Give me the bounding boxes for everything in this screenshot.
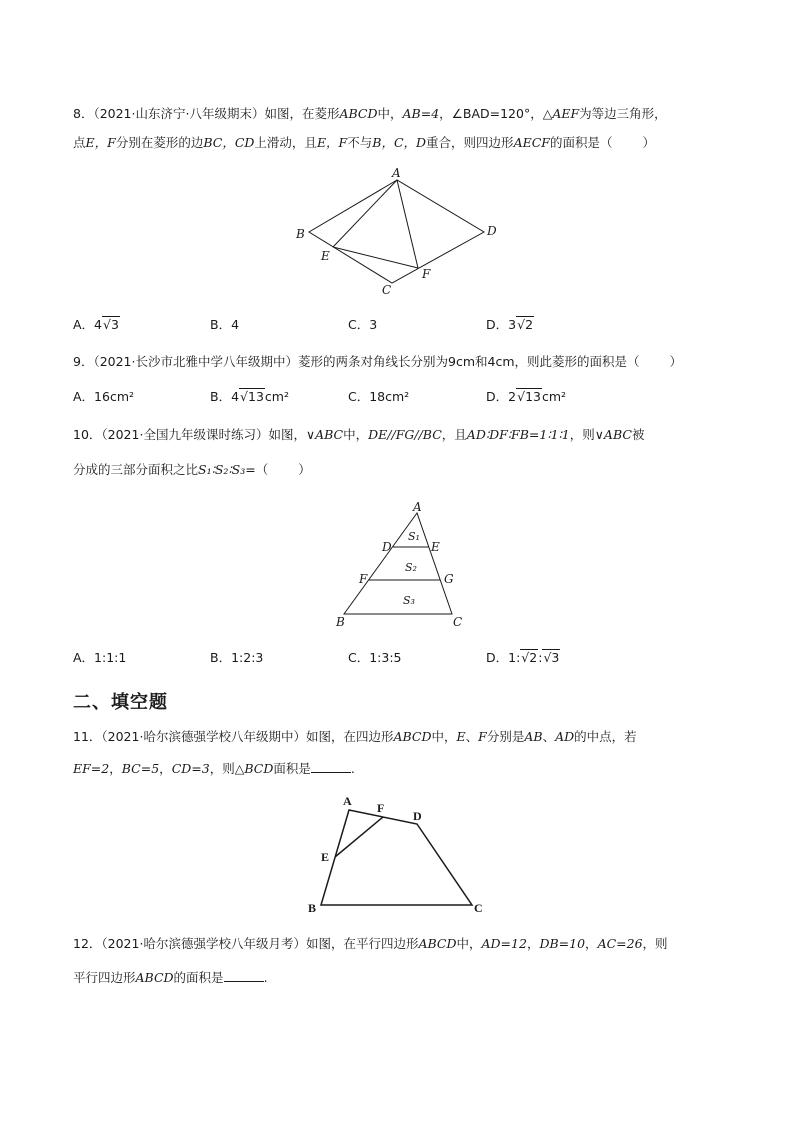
answer-blank[interactable] bbox=[224, 969, 264, 982]
q10-label-c: C bbox=[453, 615, 463, 629]
q8-label-f: F bbox=[422, 267, 431, 281]
q8-option-b[interactable]: B．4 bbox=[210, 317, 240, 332]
q10-label-s3: S₃ bbox=[403, 594, 415, 607]
q11-label-b: B bbox=[308, 901, 317, 915]
q10-label-d: D bbox=[382, 540, 392, 554]
q8-label-c: C bbox=[382, 283, 392, 297]
q12-line2: 平行四边形ABCD的面积是 . bbox=[73, 970, 268, 985]
q11-label-d: D bbox=[413, 809, 422, 823]
q10-label-a: A bbox=[413, 500, 422, 514]
q11-label-e: E bbox=[321, 850, 330, 864]
q11-label-c: C bbox=[474, 901, 483, 915]
q9-option-b[interactable]: B．4√13cm² bbox=[210, 389, 289, 404]
q8-label-a: A bbox=[392, 166, 401, 180]
q10-label-b: B bbox=[336, 615, 345, 629]
q11-label-f: F bbox=[377, 801, 385, 815]
q10-option-a[interactable]: A．1:1:1 bbox=[73, 650, 127, 665]
sqrt-symbol: √2 bbox=[517, 317, 534, 332]
q10-label-f: F bbox=[359, 572, 368, 586]
q10-label-g: G bbox=[444, 572, 454, 586]
q10-line2: 分成的三部分面积之比S₁∶S₂∶S₃=（ ） bbox=[73, 462, 311, 477]
sqrt-symbol: √2 bbox=[521, 650, 538, 665]
q8-label-e: E bbox=[321, 249, 330, 263]
sqrt-symbol: √3 bbox=[543, 650, 560, 665]
q12-line1: 12．（2021·哈尔滨德强学校八年级月考）如图，在平行四边形ABCD中，AD=12，DB=10，AC=26，则 bbox=[73, 936, 668, 951]
q9-option-c[interactable]: C．18cm² bbox=[348, 389, 410, 404]
q10-option-d[interactable]: D．1:√2:√3 bbox=[486, 650, 560, 665]
section-heading: 二、填空题 bbox=[73, 692, 168, 713]
sqrt-symbol: √13 bbox=[240, 389, 264, 404]
q10-label-s2: S₂ bbox=[405, 561, 417, 574]
q8-option-c[interactable]: C．3 bbox=[348, 317, 378, 332]
q8-line2: 点E，F分别在菱形的边BC，CD上滑动，且E，F不与B，C，D重合，则四边形AECF的面积是（ ） bbox=[73, 135, 655, 150]
q8-label-b: B bbox=[296, 227, 305, 241]
q8-line1: 8．（2021·山东济宁·八年级期末）如图，在菱形ABCD中，AB=4，∠BAD=120°，△AEF为等边三角形， bbox=[73, 106, 667, 121]
q10-option-b[interactable]: B．1:2:3 bbox=[210, 650, 264, 665]
q8-label-d: D bbox=[487, 224, 497, 238]
q10-label-s1: S₁ bbox=[408, 530, 420, 543]
sqrt-symbol: √13 bbox=[517, 389, 541, 404]
q9-option-d[interactable]: D．2√13cm² bbox=[486, 389, 567, 404]
q9-line1: 9．（2021·长沙市北雅中学八年级期中）菱形的两条对角线长分别为9cm和4cm，则此菱形的面积是（ ） bbox=[73, 354, 683, 369]
q10-line1: 10．（2021·全国九年级课时练习）如图，∨ABC中，DE//FG//BC，且AD∶DF∶FB=1∶1∶1，则∨ABC被 bbox=[73, 427, 645, 442]
q8-option-d[interactable]: D．3√2 bbox=[486, 317, 534, 332]
q10-option-c[interactable]: C．1:3:5 bbox=[348, 650, 402, 665]
q9-option-a[interactable]: A．16cm² bbox=[73, 389, 135, 404]
q11-line1: 11．（2021·哈尔滨德强学校八年级期中）如图，在四边形ABCD中，E、F分别是AB、AD的中点，若 bbox=[73, 729, 637, 744]
q11-label-a: A bbox=[343, 794, 352, 808]
sqrt-symbol: √3 bbox=[103, 317, 119, 332]
q8-option-a[interactable]: A．4√3 bbox=[73, 317, 119, 332]
q11-line2: EF=2，BC=5，CD=3，则△BCD面积是 . bbox=[73, 761, 355, 776]
q10-label-e: E bbox=[431, 540, 440, 554]
